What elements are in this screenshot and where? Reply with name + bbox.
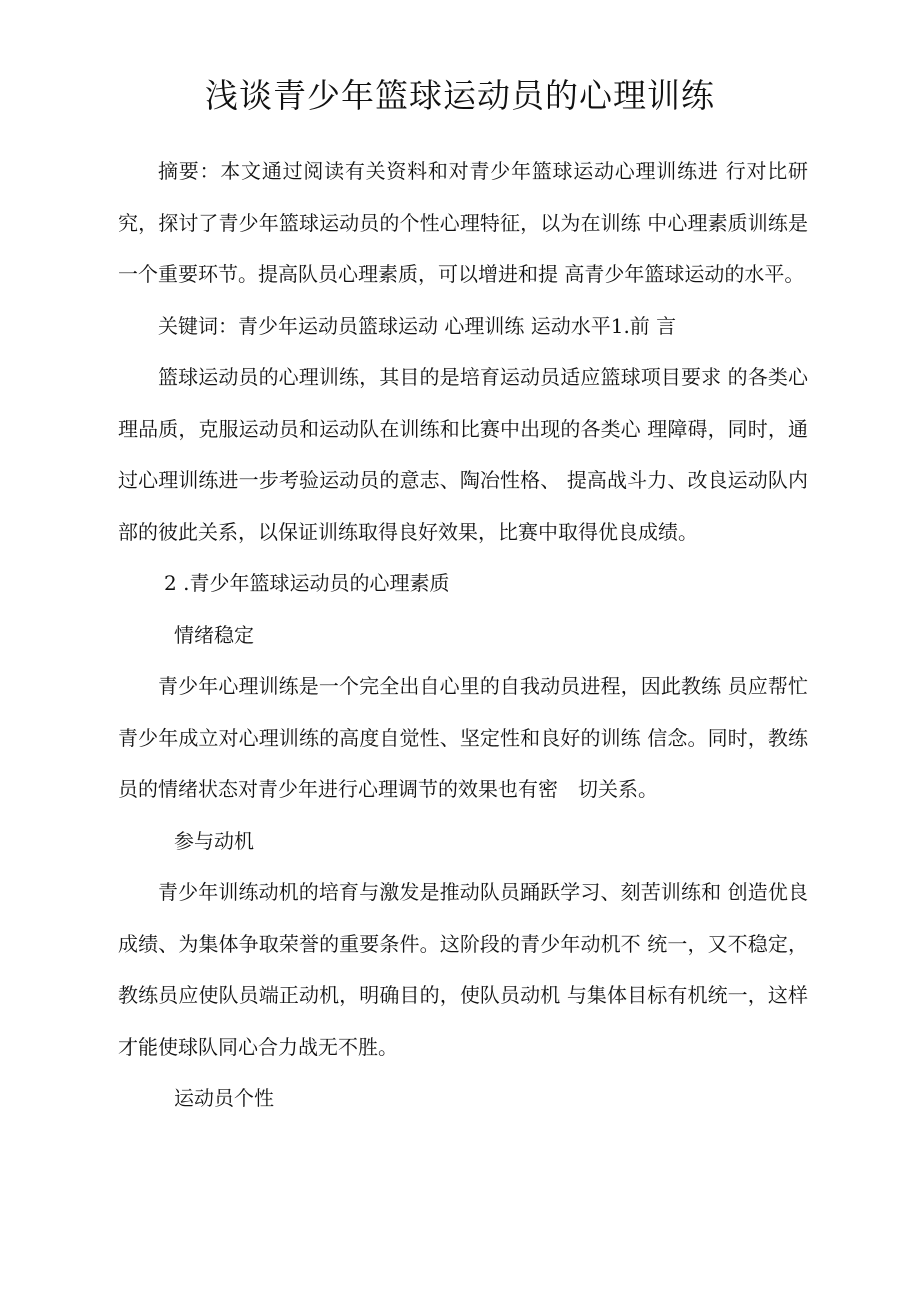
subsection-personality-heading: 运动员个性 <box>174 1086 274 1110</box>
intro-paragraph: 篮球运动员的心理训练，其目的是培育运动员适应篮球项目要求 的各类心理品质，克服运动员和运动队在训练和比赛中出现的各类心 理障碍，同时，通过心理训练进一步考验运动员的意志、陶冶性格、 提高战斗力、改良运动队内部的彼此关系，以保证训练取得良好效果，比赛中取得优良成绩。 <box>118 365 808 544</box>
section-2-heading: 2 .青少年篮球运动员的心理素质 <box>164 571 450 595</box>
document-body <box>118 146 808 1125</box>
subsection-motivation-paragraph: 青少年训练动机的培育与激发是推动队员踊跃学习、刻苦训练和 创造优良成绩、为集体争取荣誉的重要条件。这阶段的青少年动机不 统一，又不稳定，教练员应使队员端正动机，明确目的，使队员动机 与集体目标有机统一，这样才能使球队同心合力战无不胜。 <box>118 880 808 1059</box>
subsection-emotion-heading: 情绪稳定 <box>174 622 254 647</box>
subsection-motivation-heading: 参与动机 <box>174 828 254 853</box>
abstract-paragraph: 摘要：本文通过阅读有关资料和对青少年篮球运动心理训练进 行对比研究，探讨了青少年篮球运动员的个性心理特征，以为在训练 中心理素质训练是一个重要环节。提高队员心理素质，可以增进和提 高青少年篮球运动的水平。 <box>118 159 808 286</box>
document-title: 浅谈青少年篮球运动员的心理训练 <box>205 76 715 115</box>
subsection-emotion-paragraph: 青少年心理训练是一个完全出自心里的自我动员进程，因此教练 员应帮忙青少年成立对心理训练的高度自觉性、坚定性和良好的训练 信念。同时，教练员的情绪状态对青少年进行心理调节的效果也有密 切关系。 <box>118 674 808 801</box>
keywords-line: 关键词：青少年运动员篮球运动 心理训练 运动水平1.前 言 <box>158 313 677 338</box>
